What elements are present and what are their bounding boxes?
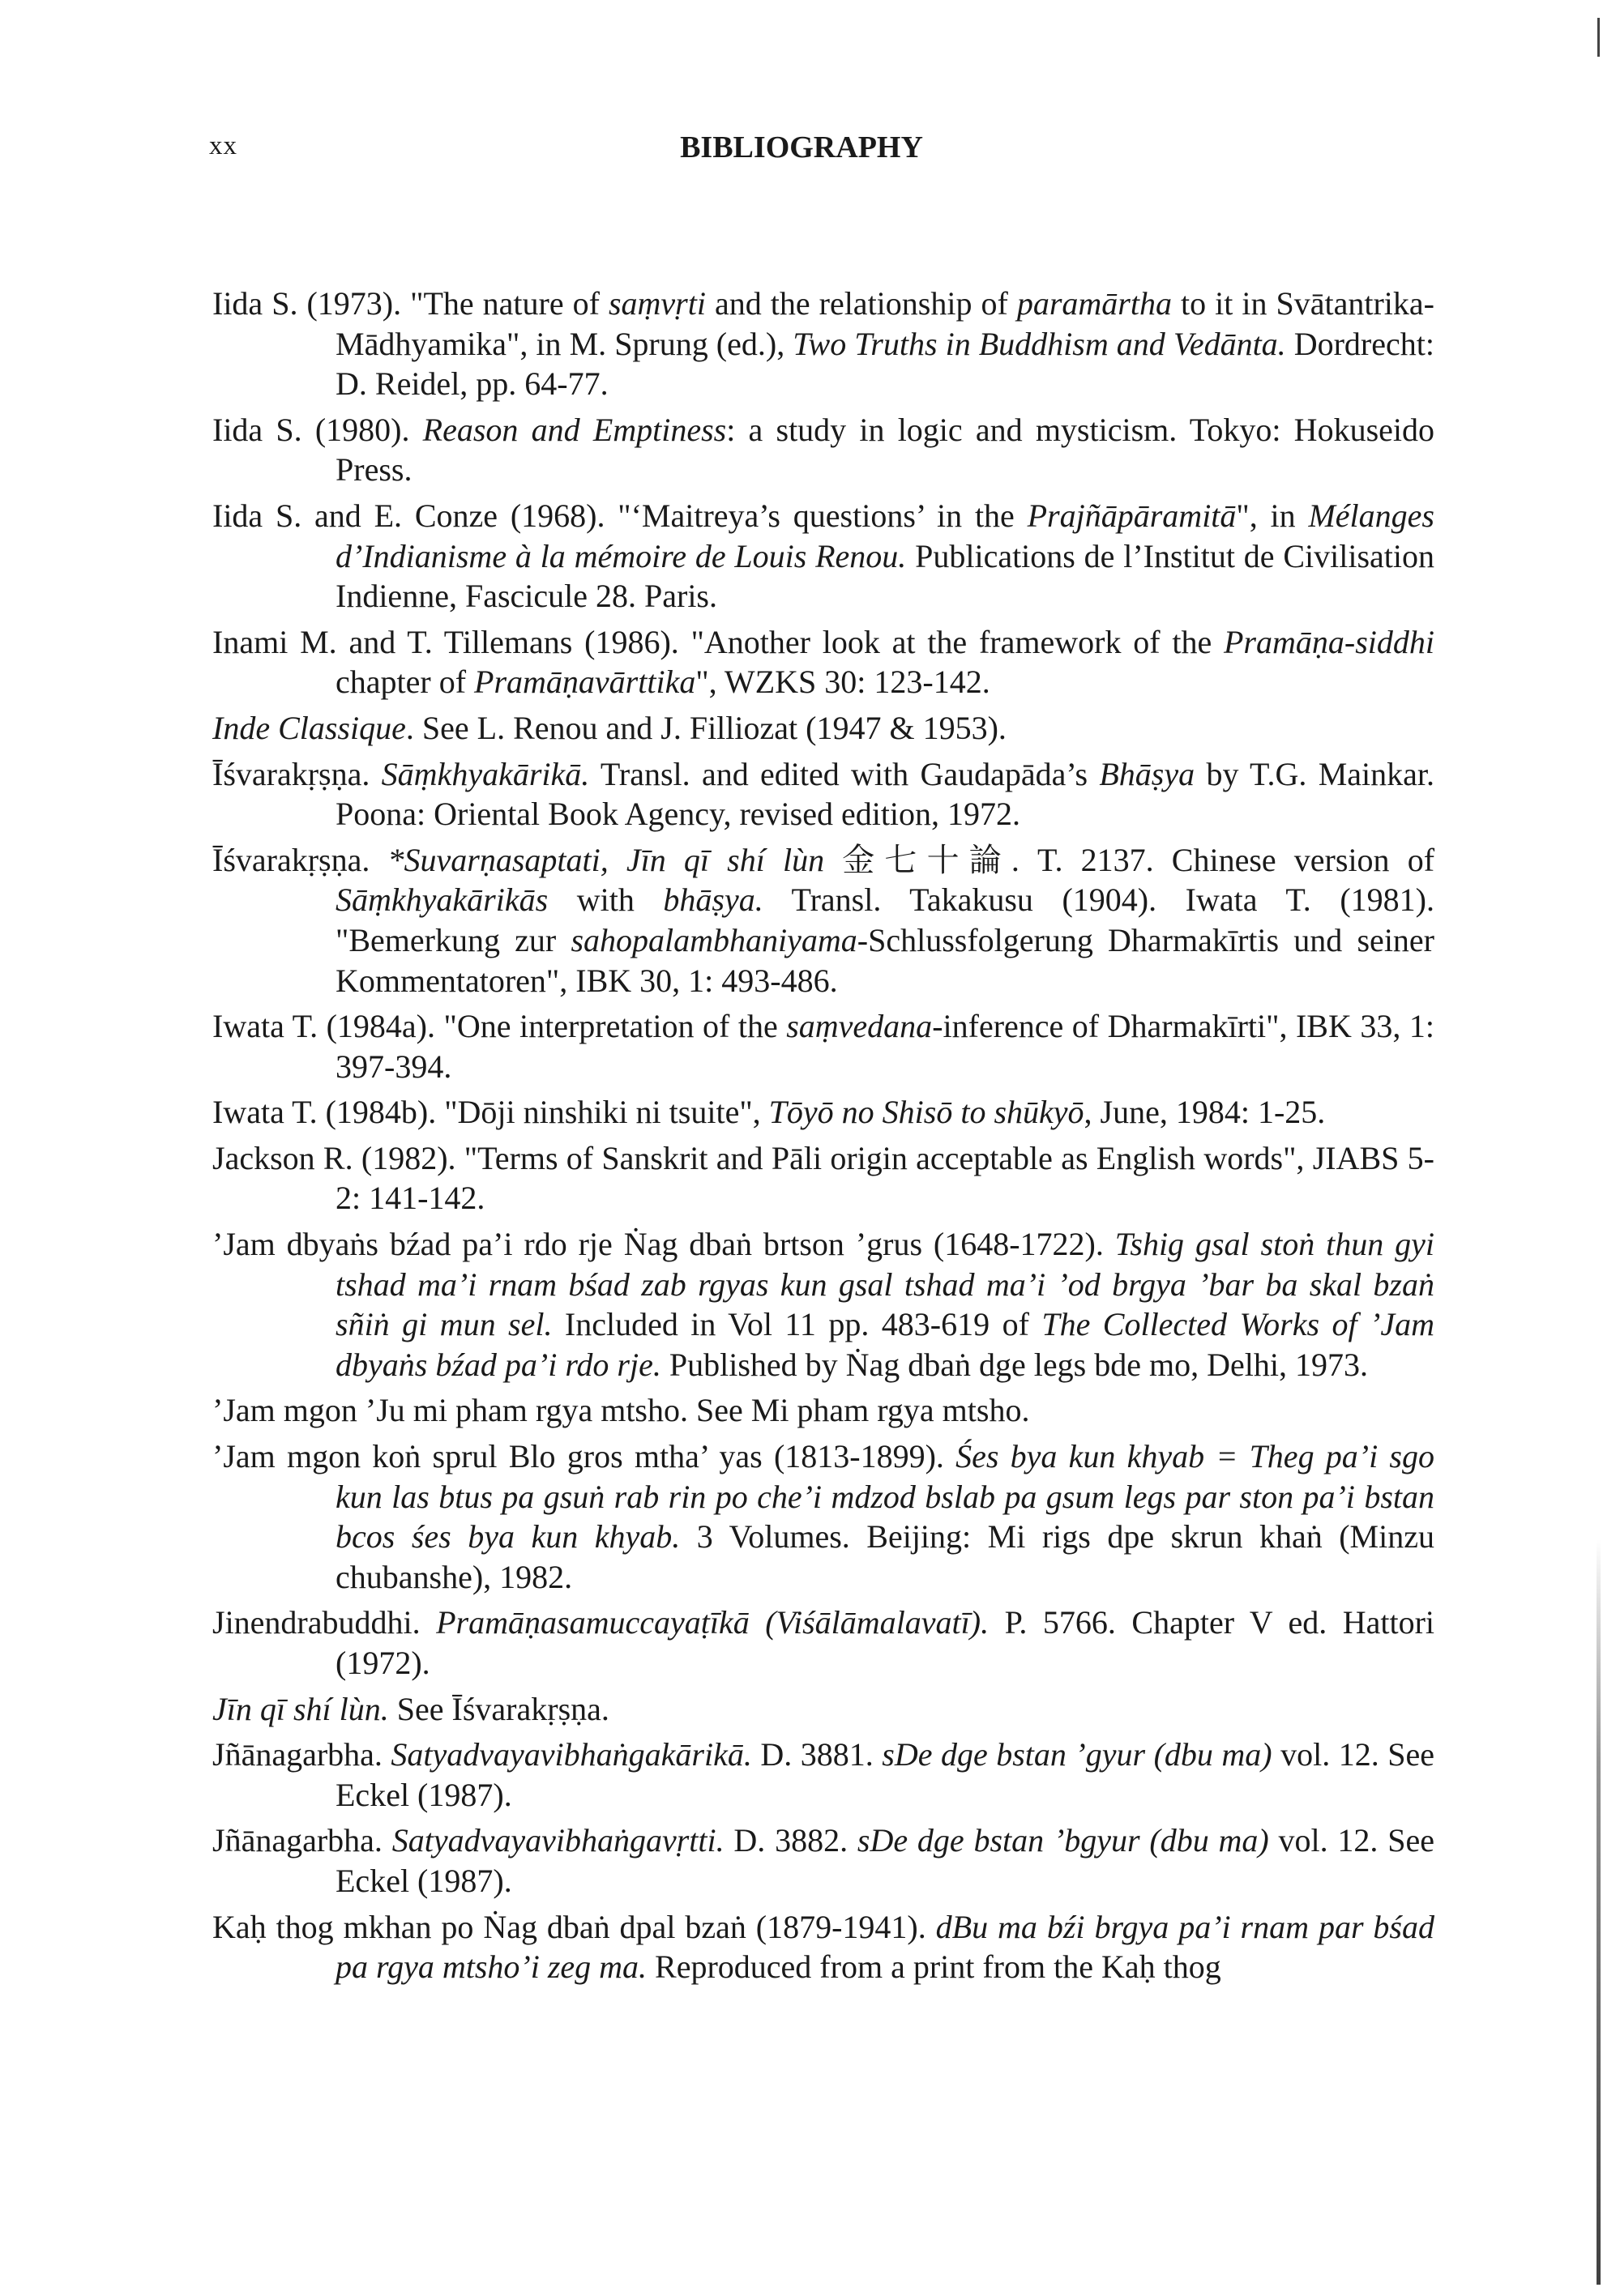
- bibliography-entry: [212, 1689, 1434, 1730]
- entry-title-italic: Two Truths in Buddhism and Vedānta.: [793, 325, 1286, 362]
- entry-title-italic: Sāṃkhyakārikās: [336, 881, 549, 919]
- entry-text: Īśvarakṛṣṇa.: [212, 841, 388, 878]
- entry-title-italic: saṃvedana: [786, 1008, 933, 1045]
- entry-title-italic: Jīn qī shí lùn.: [212, 1690, 389, 1727]
- entry-text: Iwata T. (1984b). "Dōji ninshiki ni tsuite",: [212, 1094, 769, 1131]
- entry-text: and the relationship of: [705, 285, 1017, 322]
- bibliography-entry: [212, 840, 1434, 1001]
- entry-text: vol. 12. See Eckel (1987).: [336, 1822, 1434, 1899]
- entry-title-italic: bhāṣya.: [663, 881, 763, 919]
- bibliography-entry: [212, 1735, 1434, 1815]
- entry-text: by T.G. Mainkar. Poona: Oriental Book Agency, revised edition, 1972.: [336, 755, 1434, 833]
- entry-title-italic: Sāṃkhyakārikā.: [381, 755, 590, 792]
- entry-text: Iwata T. (1984a). "One interpretation of the: [212, 1008, 787, 1045]
- scan-edge-shadow: [1597, 1539, 1601, 2285]
- entry-text: Iida S. (1973). "The nature of: [212, 285, 609, 322]
- entry-text: ’Jam mgon koṅ sprul Blo gros mtha’ yas (1813-1899).: [212, 1438, 956, 1475]
- entry-title-italic: Śes bya kun khyab = Theg pa’i sgo kun las btus pa gsuṅ rab rin po che’i mdzod bslab pa gsum legs par ston pa’i bstan bcos śes bya kun khyab.: [336, 1438, 1434, 1556]
- entry-text: -Schlussfolgerung Dharmakīrtis und seiner Kommentatoren", IBK 30, 1: 493-486.: [336, 921, 1435, 999]
- entry-text: ’Jam dbyaṅs bźad pa’i rdo rje Ṅag dbaṅ brtson ’grus (1648-1722).: [212, 1226, 1115, 1263]
- entry-title-italic: Pramāṇasamuccayaṭīkā (Viśālāmalavatī).: [436, 1604, 990, 1641]
- entry-text: : a study in logic and mysticism. Tokyo: Hokuseido Press.: [336, 411, 1435, 489]
- entry-text: ", WZKS 30: 123-142.: [695, 664, 990, 701]
- bibliography-entry: [212, 1224, 1434, 1385]
- entry-title-italic: Inde Classique: [212, 709, 406, 746]
- entry-text: Kaḥ thog mkhan po Ṅag dbaṅ dpal bzaṅ (1879-1941).: [212, 1908, 936, 1945]
- entry-text: vol. 12. See Eckel (1987).: [336, 1736, 1434, 1813]
- entry-title-italic: Satyadvayavibhaṅgavṛtti.: [391, 1822, 725, 1859]
- entry-title-italic: saṃvṛti: [608, 285, 706, 322]
- entry-text: Iida S. (1980).: [212, 411, 423, 448]
- entry-text: D. 3881.: [751, 1736, 883, 1773]
- bibliography-entry: [212, 1006, 1434, 1086]
- entry-title-italic: Pramāṇavārttika: [474, 664, 696, 701]
- running-head-title: BIBLIOGRAPHY: [680, 130, 923, 164]
- entry-title-italic: Reason and Emptiness: [422, 411, 727, 448]
- entry-text: Jackson R. (1982). "Terms of Sanskrit and Pāli origin acceptable as English words", JIABS 5-2: 141-142.: [212, 1139, 1434, 1217]
- bibliography-entry: [212, 1907, 1434, 1987]
- entry-text: 3 Volumes. Beijing: Mi rigs dpe skrun khaṅ (Minzu chubanshe), 1982.: [336, 1518, 1434, 1595]
- entry-text: ’Jam mgon ’Ju mi pham rgya mtsho. See Mi pham rgya mtsho.: [212, 1392, 1030, 1429]
- entry-title-italic: Bhāṣya: [1099, 755, 1195, 792]
- entry-text: Jñānagarbha.: [212, 1736, 391, 1773]
- entry-text: Included in Vol 11 pp. 483-619 of: [552, 1306, 1042, 1343]
- bibliography-entry: [212, 708, 1434, 749]
- bibliography-entries: [212, 284, 1434, 1993]
- entry-text: Dordrecht: D. Reidel, pp. 64-77.: [336, 325, 1434, 403]
- entry-text: chapter of: [336, 664, 475, 701]
- entry-text: ", in: [1236, 497, 1309, 534]
- entry-text: See Īśvarakṛṣṇa.: [388, 1690, 609, 1727]
- entry-title-italic: Tshig gsal stoṅ thun gyi tshad ma’i rnam bśad zab rgyas kun gsal tshad ma’i ’od brgya ’bar ba skal bzaṅ sñiṅ gi mun sel.: [336, 1226, 1435, 1343]
- entry-title-italic: Tōyō no Shisō to shūkyō: [768, 1094, 1084, 1131]
- entry-text: , June, 1984: 1-25.: [1084, 1094, 1326, 1131]
- bibliography-entry: [212, 1138, 1434, 1218]
- entry-title-italic: paramārtha: [1016, 285, 1172, 322]
- entry-text: 金七十論. T. 2137. Chinese version of: [824, 841, 1435, 878]
- entry-title-italic: Satyadvayavibhaṅgakārikā.: [391, 1736, 752, 1773]
- entry-text: -inference of Dharmakīrti", IBK 33, 1: 397-394.: [336, 1008, 1434, 1085]
- bibliography-entry: [212, 496, 1434, 617]
- entry-text: with: [548, 881, 664, 919]
- entry-title-italic: Prajñāpāramitā: [1027, 497, 1237, 534]
- entry-title-italic: dBu ma bźi brgya pa’i rnam par bśad pa rgya mtsho’i zeg ma.: [336, 1908, 1434, 1986]
- entry-title-italic: Mélanges d’Indianisme à la mémoire de Louis Renou.: [336, 497, 1434, 574]
- entry-text: to it in Svātantrika-Mādhyamika", in M. Sprung (ed.),: [336, 285, 1434, 362]
- entry-text: D. 3882.: [724, 1822, 857, 1859]
- bibliography-entry: [212, 1092, 1434, 1133]
- bibliography-entry: [212, 622, 1434, 702]
- bibliography-entry: [212, 1390, 1434, 1431]
- entry-title-italic: The Collected Works of ’Jam dbyaṅs bźad pa’i rdo rje.: [336, 1306, 1434, 1383]
- entry-text: Published by Ṅag dbaṅ dge legs bde mo, Delhi, 1973.: [660, 1346, 1368, 1383]
- bibliography-entry: [212, 1820, 1434, 1901]
- entry-title-italic: sDe dge bstan ’bgyur (dbu ma): [857, 1822, 1269, 1859]
- entry-text: Reproduced from a print from the Kaḥ thog: [647, 1948, 1221, 1986]
- entry-text: Jinendrabuddhi.: [212, 1604, 437, 1641]
- entry-text: Iida S. and E. Conze (1968). "‘Maitreya’s questions’ in the: [212, 497, 1028, 534]
- page-number: xx: [209, 131, 237, 160]
- entry-title-italic: Pramāṇa-siddhi: [1224, 623, 1434, 660]
- bibliography-entry: [212, 284, 1434, 404]
- bibliography-entry: [212, 754, 1434, 834]
- bibliography-entry: [212, 410, 1434, 490]
- bibliography-entry: [212, 1436, 1434, 1597]
- entry-text: Jñānagarbha.: [212, 1822, 392, 1859]
- entry-text: Inami M. and T. Tillemans (1986). "Another look at the framework of the: [212, 623, 1224, 660]
- entry-text: Publications de l’Institut de Civilisation Indienne, Fascicule 28. Paris.: [336, 537, 1435, 615]
- entry-title-italic: sahopalambhaniyama: [571, 921, 857, 958]
- entry-title-italic: *Suvarṇasaptati, Jīn qī shí lùn: [387, 841, 825, 878]
- entry-text: Transl. Takakusu (1904). Iwata T. (1981). "Bemerkung zur: [336, 881, 1434, 958]
- entry-text: Transl. and edited with Gaudapāda’s: [589, 755, 1100, 792]
- bibliography-entry: [212, 1603, 1434, 1683]
- entry-text: Īśvarakṛṣṇa.: [212, 755, 382, 792]
- entry-text: . See L. Renou and J. Filliozat (1947 & 1953).: [405, 709, 1007, 746]
- entry-title-italic: sDe dge bstan ’gyur (dbu ma): [882, 1736, 1272, 1773]
- scan-edge-mark: [1597, 18, 1600, 57]
- entry-text: P. 5766. Chapter V ed. Hattori (1972).: [336, 1604, 1434, 1681]
